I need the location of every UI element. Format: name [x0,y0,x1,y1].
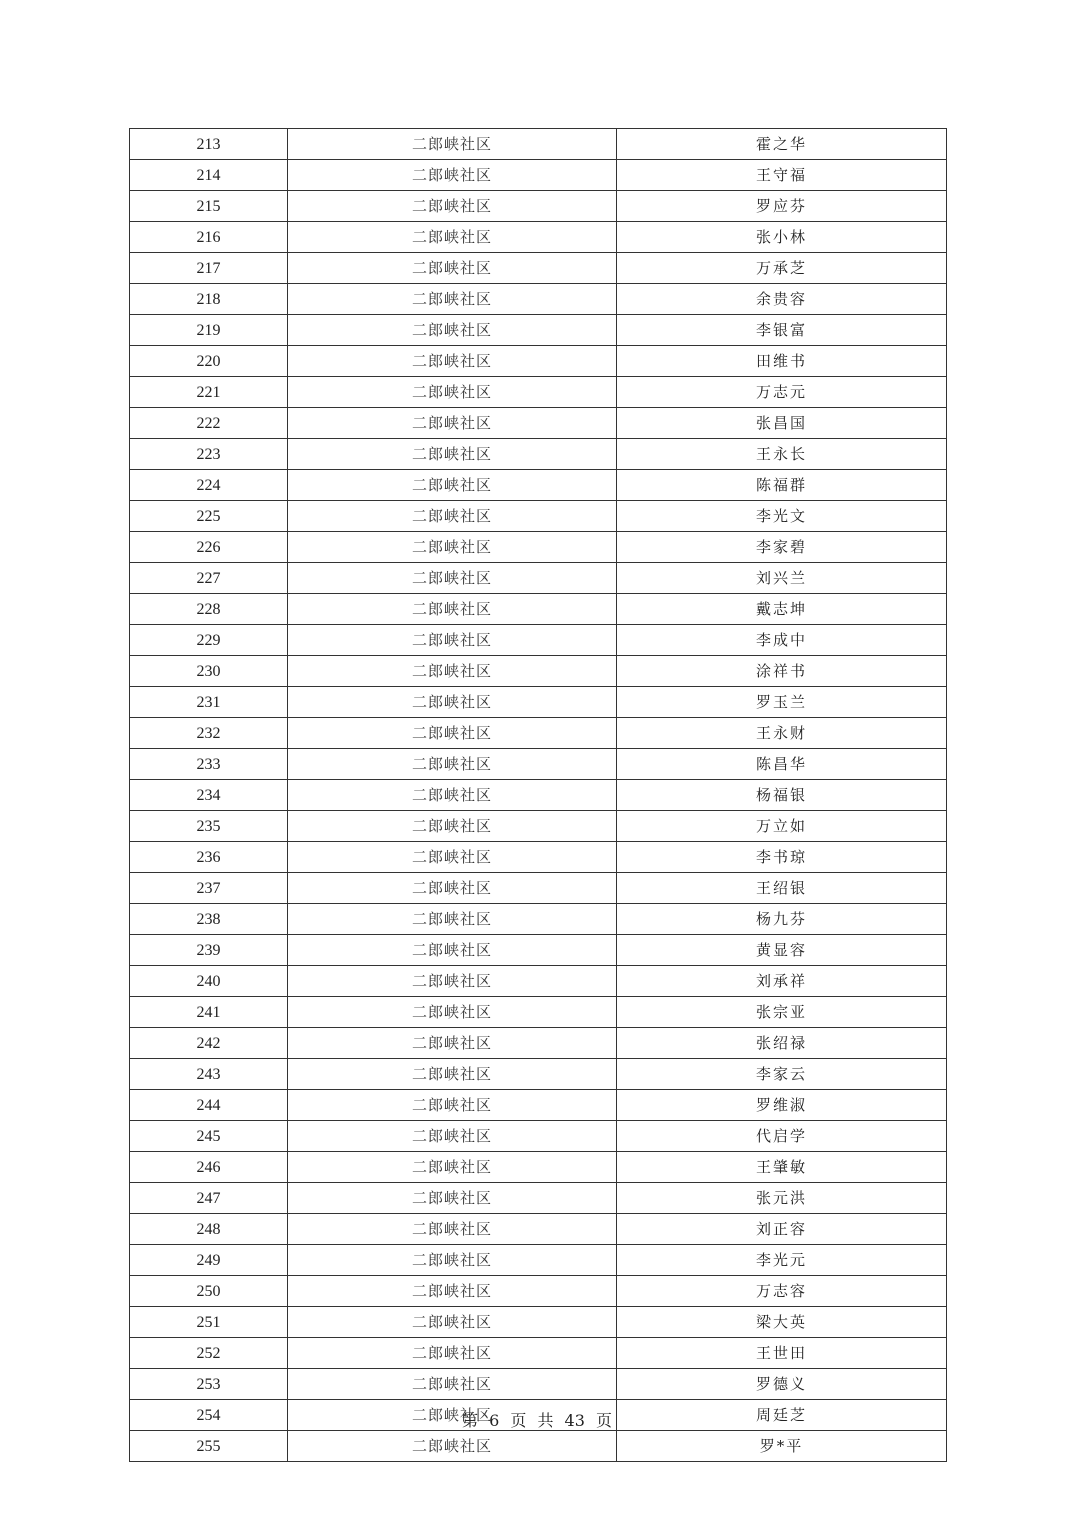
row-number-cell: 244 [130,1090,288,1121]
name-cell: 罗*平 [617,1431,947,1462]
community-cell: 二郎峡社区 [288,1431,617,1462]
table-row [130,904,947,935]
name-cell: 王绍银 [617,873,947,904]
community-cell: 二郎峡社区 [288,563,617,594]
table-row [130,1276,947,1307]
table-row [130,532,947,563]
table-row [130,873,947,904]
table-row [130,594,947,625]
name-cell: 刘承祥 [617,966,947,997]
table-row [130,160,947,191]
row-number-cell: 216 [130,222,288,253]
table-row [130,1369,947,1400]
name-cell: 万志元 [617,377,947,408]
name-cell: 王守福 [617,160,947,191]
table-row [130,935,947,966]
row-number-cell: 235 [130,811,288,842]
table-row [130,625,947,656]
row-number-cell: 241 [130,997,288,1028]
name-cell: 李光元 [617,1245,947,1276]
name-cell: 张昌国 [617,408,947,439]
table-row [130,718,947,749]
row-number-cell: 231 [130,687,288,718]
roster-table [129,128,947,1462]
community-cell: 二郎峡社区 [288,625,617,656]
name-cell: 王世田 [617,1338,947,1369]
community-cell: 二郎峡社区 [288,873,617,904]
name-cell: 罗玉兰 [617,687,947,718]
community-cell: 二郎峡社区 [288,656,617,687]
community-cell: 二郎峡社区 [288,253,617,284]
table-row [130,1338,947,1369]
community-cell: 二郎峡社区 [288,408,617,439]
row-number-cell: 219 [130,315,288,346]
name-cell: 万立如 [617,811,947,842]
table-row [130,408,947,439]
table-row [130,656,947,687]
row-number-cell: 252 [130,1338,288,1369]
row-number-cell: 237 [130,873,288,904]
community-cell: 二郎峡社区 [288,1369,617,1400]
name-cell: 梁大英 [617,1307,947,1338]
row-number-cell: 249 [130,1245,288,1276]
name-cell: 李家云 [617,1059,947,1090]
table-row [130,563,947,594]
name-cell: 张绍禄 [617,1028,947,1059]
community-cell: 二郎峡社区 [288,904,617,935]
community-cell: 二郎峡社区 [288,842,617,873]
name-cell: 杨福银 [617,780,947,811]
name-cell: 刘兴兰 [617,563,947,594]
name-cell: 李成中 [617,625,947,656]
community-cell: 二郎峡社区 [288,1276,617,1307]
community-cell: 二郎峡社区 [288,997,617,1028]
row-number-cell: 245 [130,1121,288,1152]
community-cell: 二郎峡社区 [288,1152,617,1183]
community-cell: 二郎峡社区 [288,1400,617,1431]
page-number-footer: 第 6 页 共 43 页 [462,1411,612,1430]
name-cell: 陈昌华 [617,749,947,780]
table-row [130,253,947,284]
row-number-cell: 215 [130,191,288,222]
name-cell: 罗维淑 [617,1090,947,1121]
row-number-cell: 251 [130,1307,288,1338]
community-cell: 二郎峡社区 [288,191,617,222]
community-cell: 二郎峡社区 [288,780,617,811]
name-cell: 余贵容 [617,284,947,315]
row-number-cell: 254 [130,1400,288,1431]
row-number-cell: 236 [130,842,288,873]
row-number-cell: 218 [130,284,288,315]
community-cell: 二郎峡社区 [288,935,617,966]
name-cell: 王永长 [617,439,947,470]
name-cell: 李银富 [617,315,947,346]
row-number-cell: 253 [130,1369,288,1400]
row-number-cell: 238 [130,904,288,935]
name-cell: 罗应芬 [617,191,947,222]
row-number-cell: 246 [130,1152,288,1183]
table-row [130,1307,947,1338]
name-cell: 田维书 [617,346,947,377]
name-cell: 张宗亚 [617,997,947,1028]
community-cell: 二郎峡社区 [288,532,617,563]
name-cell: 周廷芝 [617,1400,947,1431]
community-cell: 二郎峡社区 [288,1338,617,1369]
name-cell: 杨九芬 [617,904,947,935]
name-cell: 涂祥书 [617,656,947,687]
table-row [130,315,947,346]
community-cell: 二郎峡社区 [288,377,617,408]
row-number-cell: 234 [130,780,288,811]
community-cell: 二郎峡社区 [288,129,617,160]
name-cell: 张小林 [617,222,947,253]
community-cell: 二郎峡社区 [288,315,617,346]
row-number-cell: 227 [130,563,288,594]
community-cell: 二郎峡社区 [288,1121,617,1152]
row-number-cell: 221 [130,377,288,408]
community-cell: 二郎峡社区 [288,284,617,315]
row-number-cell: 242 [130,1028,288,1059]
row-number-cell: 213 [130,129,288,160]
community-cell: 二郎峡社区 [288,1245,617,1276]
table-row [130,1121,947,1152]
table-row [130,284,947,315]
community-cell: 二郎峡社区 [288,811,617,842]
table-row [130,1245,947,1276]
name-cell: 王肇敏 [617,1152,947,1183]
table-row [130,1090,947,1121]
community-cell: 二郎峡社区 [288,749,617,780]
table-row [130,842,947,873]
community-cell: 二郎峡社区 [288,439,617,470]
name-cell: 戴志坤 [617,594,947,625]
row-number-cell: 255 [130,1431,288,1462]
row-number-cell: 224 [130,470,288,501]
row-number-cell: 229 [130,625,288,656]
name-cell: 黄显容 [617,935,947,966]
table-row [130,191,947,222]
row-number-cell: 239 [130,935,288,966]
table-row [130,811,947,842]
community-cell: 二郎峡社区 [288,1090,617,1121]
name-cell: 张元洪 [617,1183,947,1214]
name-cell: 李书琼 [617,842,947,873]
row-number-cell: 230 [130,656,288,687]
community-cell: 二郎峡社区 [288,470,617,501]
table-row [130,222,947,253]
roster-table-body [130,129,947,1462]
community-cell: 二郎峡社区 [288,966,617,997]
row-number-cell: 214 [130,160,288,191]
table-row [130,997,947,1028]
table-row [130,439,947,470]
community-cell: 二郎峡社区 [288,1028,617,1059]
name-cell: 刘正容 [617,1214,947,1245]
community-cell: 二郎峡社区 [288,160,617,191]
table-row [130,1431,947,1462]
row-number-cell: 220 [130,346,288,377]
row-number-cell: 226 [130,532,288,563]
row-number-cell: 232 [130,718,288,749]
table-row [130,749,947,780]
table-row [130,780,947,811]
table-row [130,346,947,377]
community-cell: 二郎峡社区 [288,1214,617,1245]
row-number-cell: 222 [130,408,288,439]
community-cell: 二郎峡社区 [288,1059,617,1090]
table-row [130,1152,947,1183]
table-row [130,129,947,160]
row-number-cell: 243 [130,1059,288,1090]
table-row [130,377,947,408]
row-number-cell: 247 [130,1183,288,1214]
name-cell: 陈福群 [617,470,947,501]
table-row [130,1214,947,1245]
table-row [130,1028,947,1059]
name-cell: 代启学 [617,1121,947,1152]
table-row [130,687,947,718]
row-number-cell: 217 [130,253,288,284]
name-cell: 万志容 [617,1276,947,1307]
row-number-cell: 250 [130,1276,288,1307]
name-cell: 李光文 [617,501,947,532]
row-number-cell: 233 [130,749,288,780]
community-cell: 二郎峡社区 [288,501,617,532]
row-number-cell: 223 [130,439,288,470]
name-cell: 万承芝 [617,253,947,284]
community-cell: 二郎峡社区 [288,346,617,377]
name-cell: 霍之华 [617,129,947,160]
name-cell: 罗德义 [617,1369,947,1400]
community-cell: 二郎峡社区 [288,1307,617,1338]
row-number-cell: 248 [130,1214,288,1245]
table-row [130,470,947,501]
table-row [130,1059,947,1090]
community-cell: 二郎峡社区 [288,222,617,253]
community-cell: 二郎峡社区 [288,594,617,625]
name-cell: 王永财 [617,718,947,749]
table-row [130,501,947,532]
row-number-cell: 240 [130,966,288,997]
community-cell: 二郎峡社区 [288,718,617,749]
community-cell: 二郎峡社区 [288,1183,617,1214]
table-row [130,1183,947,1214]
name-cell: 李家碧 [617,532,947,563]
table-row [130,966,947,997]
row-number-cell: 225 [130,501,288,532]
row-number-cell: 228 [130,594,288,625]
community-cell: 二郎峡社区 [288,687,617,718]
